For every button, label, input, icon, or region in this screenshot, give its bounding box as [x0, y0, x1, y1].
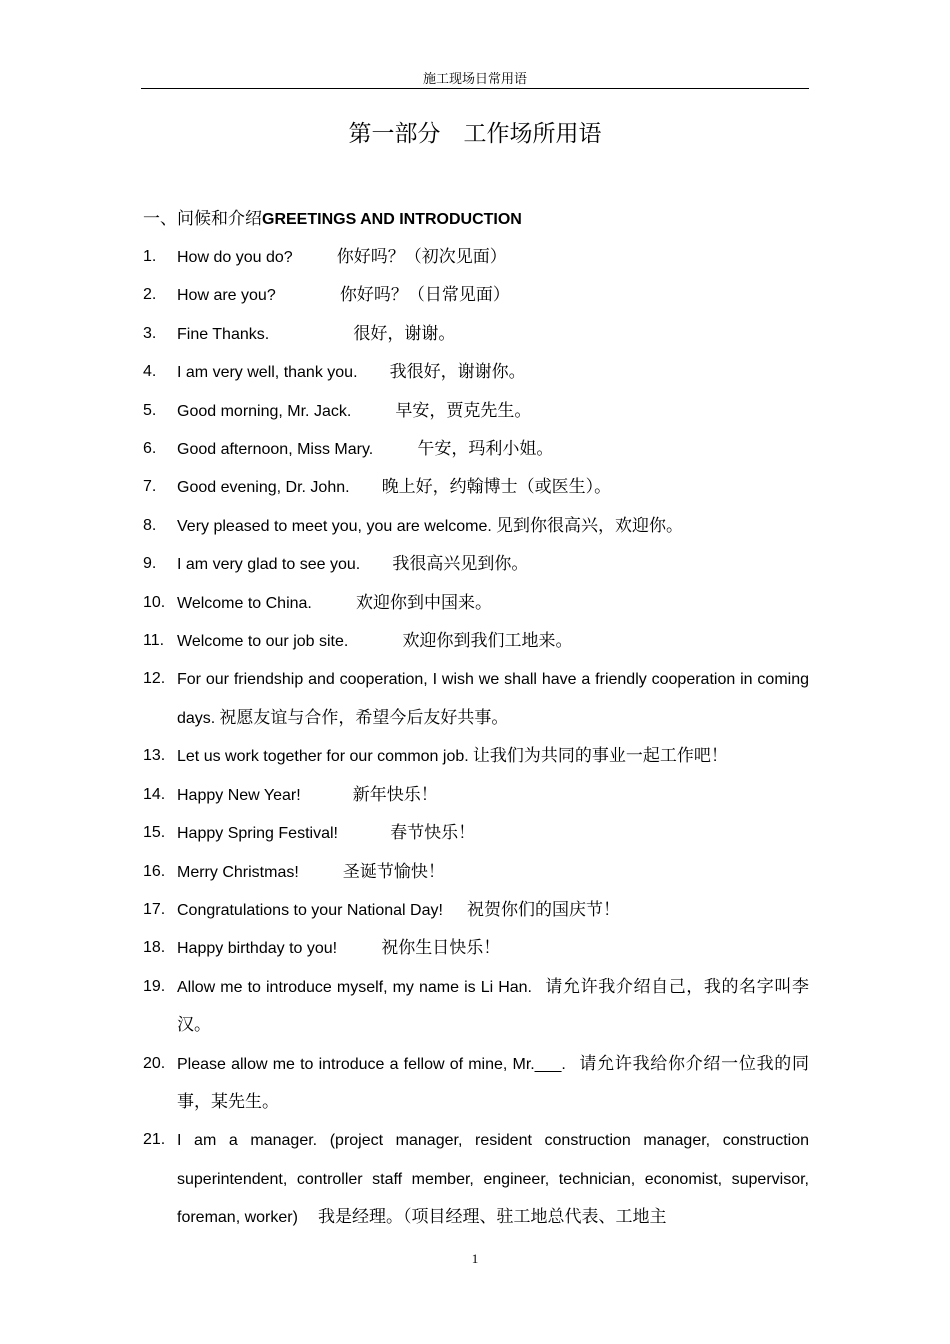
list-item	[143, 968, 809, 1045]
item-english: How do you do?	[177, 249, 293, 266]
item-number: 5.	[143, 401, 157, 419]
item-chinese: 晚上好，约翰博士（或医生）。	[381, 477, 612, 498]
item-english: Good evening, Dr. John.	[177, 479, 350, 497]
item-body	[177, 545, 809, 583]
item-number: 7.	[143, 478, 157, 496]
running-header: 施工现场日常用语	[422, 71, 527, 86]
item-english: Merry Christmas!	[177, 863, 299, 881]
list-item	[143, 353, 809, 391]
item-chinese: 请允许我介绍自己，我的名字叫李汉。	[177, 976, 810, 1036]
section-number-cn: 一、问候和介绍	[143, 209, 262, 228]
item-english: Happy birthday to you!	[177, 940, 338, 958]
item-body	[177, 353, 809, 391]
item-english: For our friendship and cooperation, I wish we shall have a friendly cooperation in coming days.	[177, 671, 809, 727]
item-number: 10.	[143, 593, 166, 611]
item-body	[177, 929, 809, 967]
page-title: 第一部分 工作场所用语	[348, 121, 602, 146]
item-english: Welcome to our job site.	[177, 633, 349, 651]
item-body	[177, 891, 809, 929]
item-english: Allow me to introduce myself, my name is Li Han.	[177, 978, 533, 996]
item-english: Happy Spring Festival!	[177, 825, 338, 843]
list-item	[143, 545, 809, 583]
page-number: 1	[471, 1251, 479, 1266]
item-chinese: 欢迎你到我们工地来。	[402, 631, 573, 652]
item-chinese: 午安，玛利小姐。	[417, 439, 554, 460]
item-chinese: 祝愿友谊与合作，希望今后友好共事。	[219, 707, 509, 728]
item-english: I am a manager. (project manager, resident construction manager, construction superintendent, controller staff member, engineer, technician, economist, supervisor, foreman, worker)	[177, 1132, 809, 1227]
item-chinese: 早安，贾克先生。	[395, 400, 532, 421]
list-item	[143, 891, 809, 929]
item-body	[177, 737, 809, 775]
item-body	[177, 660, 809, 737]
item-chinese: 我是经理。（项目经理、驻工地总代表、工地主	[318, 1207, 667, 1228]
item-chinese: 春节快乐！	[390, 823, 476, 844]
item-english: Fine Thanks.	[177, 325, 270, 343]
item-number: 13.	[143, 747, 166, 765]
item-body	[177, 776, 809, 814]
item-body	[177, 430, 809, 468]
list-item	[143, 929, 809, 967]
item-english: Please allow me to introduce a fellow of mine, Mr.___.	[177, 1055, 566, 1073]
item-body	[177, 276, 809, 314]
item-number: 8.	[143, 516, 157, 534]
item-body	[177, 238, 809, 276]
item-english: Let us work together for our common job.	[177, 748, 469, 766]
item-number: 6.	[143, 440, 157, 458]
list-item	[143, 430, 809, 468]
item-english: Very pleased to meet you, you are welcome.	[177, 517, 492, 535]
item-body	[177, 468, 809, 506]
item-body	[177, 1121, 809, 1236]
list-item	[143, 507, 809, 545]
item-chinese: 请允许我给你介绍一位我的同事，某先生。	[177, 1053, 810, 1112]
item-body	[177, 853, 809, 891]
list-item	[143, 853, 809, 891]
item-chinese: 你好吗？（初次见面）	[336, 247, 507, 267]
item-chinese: 圣诞节愉快！	[342, 861, 445, 882]
item-body	[177, 1045, 809, 1122]
item-english: Good afternoon, Miss Mary.	[177, 441, 374, 459]
list-item	[143, 238, 809, 276]
item-number: 14.	[143, 785, 166, 803]
item-number: 11.	[143, 632, 165, 650]
item-body	[177, 968, 809, 1045]
item-number: 16.	[143, 862, 166, 880]
section-heading	[143, 206, 522, 233]
item-number: 15.	[143, 824, 166, 842]
item-chinese: 我很好，谢谢你。	[389, 362, 526, 383]
phrase-list	[143, 238, 809, 1237]
item-number: 3.	[143, 324, 157, 342]
item-english: Happy New Year!	[177, 786, 301, 804]
item-number: 20.	[143, 1054, 166, 1072]
list-item	[143, 1045, 809, 1122]
item-number: 17.	[143, 900, 166, 918]
item-chinese: 祝你生日快乐！	[381, 938, 501, 959]
list-item	[143, 315, 809, 353]
header-rule	[141, 88, 809, 89]
item-number: 19.	[143, 977, 166, 995]
item-body	[177, 507, 809, 545]
item-chinese: 让我们为共同的事业一起工作吧！	[472, 746, 728, 767]
item-body	[177, 315, 809, 353]
item-chinese: 见到你很高兴，欢迎你。	[495, 515, 683, 536]
item-chinese: 你好吗？（日常见面）	[339, 285, 510, 306]
item-body	[177, 814, 809, 852]
item-english: How are you?	[177, 287, 276, 305]
list-item	[143, 776, 809, 814]
list-item	[143, 392, 809, 430]
item-english: Good morning, Mr. Jack.	[177, 402, 352, 420]
list-item	[143, 814, 809, 852]
item-english: I am very well, thank you.	[177, 364, 358, 382]
item-chinese: 很好，谢谢。	[353, 323, 456, 344]
item-number: 9.	[143, 555, 157, 573]
item-body	[177, 622, 809, 660]
list-item	[143, 468, 809, 506]
item-number: 1.	[143, 248, 157, 265]
list-item	[143, 737, 809, 775]
list-item	[143, 660, 809, 737]
item-english: I am very glad to see you.	[177, 556, 361, 574]
item-chinese: 新年快乐！	[352, 784, 438, 805]
item-number: 2.	[143, 286, 157, 304]
item-chinese: 欢迎你到中国来。	[356, 592, 492, 613]
item-number: 21.	[143, 1131, 166, 1149]
item-chinese: 我很高兴见到你。	[392, 554, 529, 575]
item-number: 18.	[143, 939, 166, 957]
list-item	[143, 276, 809, 314]
item-number: 4.	[143, 363, 157, 381]
list-item	[143, 584, 809, 622]
list-item	[143, 1121, 809, 1236]
item-body	[177, 392, 809, 430]
item-chinese: 祝贺你们的国庆节！	[467, 899, 621, 920]
item-english: Welcome to China.	[177, 594, 312, 612]
item-english: Congratulations to your National Day!	[177, 901, 443, 919]
item-number: 12.	[143, 670, 166, 688]
list-item	[143, 622, 809, 660]
item-body	[177, 584, 809, 622]
section-title-en: GREETINGS AND INTRODUCTION	[262, 211, 522, 228]
